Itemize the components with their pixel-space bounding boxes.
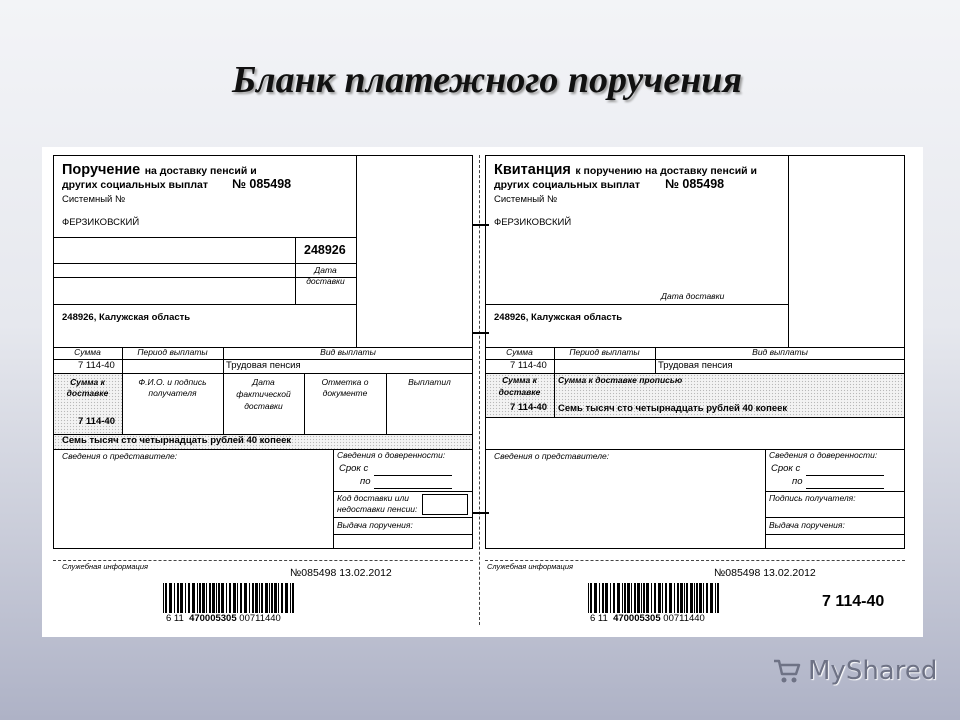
receipt-title-sub-1: к поручению на доставку пенсий и — [575, 165, 757, 177]
order-barcode — [163, 583, 297, 613]
order-doc-mark-1: Отметка о — [321, 377, 369, 387]
receipt-district: ФЕРЗИКОВСКИЙ — [494, 217, 572, 228]
receipt-sum-delivery-value: 7 114-40 — [510, 402, 547, 413]
order-code-2: недоставки пенсии: — [337, 504, 418, 514]
receipt-sum-words-label: Сумма к доставке прописью — [558, 375, 683, 385]
order-sum-delivery-1: Сумма к — [70, 377, 105, 387]
order-barcode-a: 6 11 — [166, 613, 184, 624]
order-rep-info: Сведения о представителе: — [62, 451, 178, 461]
order-title-sub-1: на доставку пенсий и — [144, 165, 257, 177]
order-postcode: 248926 — [304, 243, 346, 257]
order-code-box[interactable] — [422, 494, 468, 515]
watermark-text: MyShared — [808, 656, 938, 686]
order-poa-info: Сведения о доверенности: — [337, 450, 446, 460]
receipt-issue: Выдача поручения: — [769, 520, 845, 530]
order-actual-date-2: фактической — [236, 389, 291, 399]
order-sum-delivery-value: 7 114-40 — [78, 416, 115, 427]
receipt-number: № 085498 — [665, 177, 725, 191]
receipt-sum-delivery-2: доставке — [498, 387, 541, 397]
receipt-signature: Подпись получателя: — [769, 493, 856, 503]
cart-icon — [772, 657, 802, 685]
order-col-period: Период выплаты — [137, 347, 208, 357]
order-service-info: Служебная информация — [62, 562, 149, 571]
order-actual-date-3: доставки — [244, 401, 283, 411]
receipt-col-period: Период выплаты — [569, 347, 640, 357]
order-address: 248926, Калужская область — [62, 312, 191, 323]
payment-order-form — [42, 147, 923, 637]
order-sum-words: Семь тысяч сто четырнадцать рублей 40 копеек — [62, 435, 292, 446]
order-title: Поручение — [62, 162, 141, 178]
receipt-service-number: №085498 13.02.2012 — [714, 567, 816, 579]
receipt-sum-value: 7 114-40 — [510, 360, 547, 371]
order-fio-2: получателя — [148, 388, 197, 398]
receipt-term-from: Срок с — [771, 463, 801, 474]
receipt-address: 248926, Калужская область — [494, 312, 623, 323]
order-issue: Выдача поручения: — [337, 520, 413, 530]
receipt-total: 7 114-40 — [822, 593, 885, 610]
receipt-sum-delivery-1: Сумма к — [502, 375, 537, 385]
order-sum-delivery-2: доставке — [66, 388, 109, 398]
order-code-1: Код доставки или — [337, 493, 409, 503]
receipt-barcode — [588, 583, 722, 613]
order-paid: Выплатил — [408, 377, 451, 387]
receipt-system-no-label: Системный № — [494, 194, 558, 205]
receipt-title-sub-2: других социальных выплат — [494, 179, 640, 191]
receipt-poa-info: Сведения о доверенности: — [769, 450, 878, 460]
slide-title: Бланк платежного поручения — [231, 59, 743, 101]
order-sum-value: 7 114-40 — [78, 360, 115, 371]
order-service-number: №085498 13.02.2012 — [290, 567, 392, 579]
order-title-sub-2: других социальных выплат — [62, 179, 208, 191]
receipt-title: Квитанция — [494, 162, 571, 178]
receipt-delivery-date-label: Дата доставки — [661, 291, 725, 301]
order-district: ФЕРЗИКОВСКИЙ — [62, 217, 140, 228]
order-barcode-c: 00711440 — [239, 613, 281, 624]
order-barcode-b: 470005305 — [189, 613, 237, 624]
order-term-to: по — [360, 476, 371, 487]
order-fio-1: Ф.И.О. и подпись — [138, 377, 207, 387]
order-number: № 085498 — [232, 177, 292, 191]
receipt-col-sum: Сумма — [506, 347, 533, 357]
order-delivery-date-label-1: Дата — [314, 265, 337, 275]
receipt-service-info: Служебная информация — [487, 562, 574, 571]
receipt-term-to: по — [792, 476, 803, 487]
receipt-type-value: Трудовая пенсия — [658, 360, 733, 371]
order-doc-mark-2: документе — [322, 388, 368, 398]
order-system-no-label: Системный № — [62, 194, 126, 205]
receipt-rep-info: Сведения о представителе: — [494, 451, 610, 461]
receipt-barcode-a: 6 11 — [590, 613, 608, 624]
receipt-barcode-b: 470005305 — [613, 613, 661, 624]
receipt-col-type: Вид выплаты — [752, 347, 808, 357]
order-col-sum: Сумма — [74, 347, 101, 357]
watermark-logo — [772, 656, 937, 686]
receipt-sum-words: Семь тысяч сто четырнадцать рублей 40 копеек — [558, 403, 788, 414]
receipt-barcode-c: 00711440 — [663, 613, 705, 624]
order-type-value: Трудовая пенсия — [226, 360, 301, 371]
order-actual-date-1: Дата — [252, 377, 275, 387]
order-term-from: Срок с — [339, 463, 369, 474]
order-col-type: Вид выплаты — [320, 347, 376, 357]
order-delivery-date-label-2: доставки — [306, 276, 345, 286]
